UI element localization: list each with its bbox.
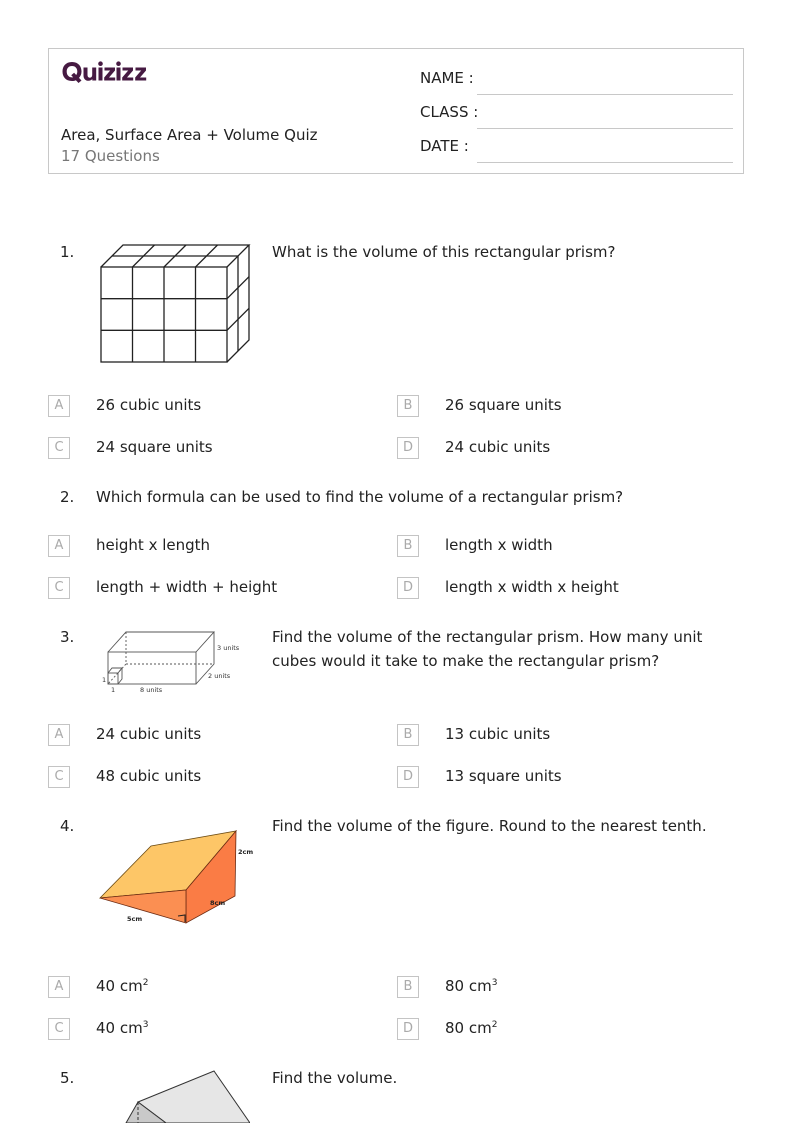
question-number: 4. [60,817,75,835]
cube-grid-prism-figure [98,242,254,366]
name-field[interactable] [420,69,733,91]
unit-prism-figure [98,628,248,696]
question-text: Find the volume. [272,1069,398,1087]
option-letter: C [48,766,70,788]
worksheet-header [48,48,744,174]
question-text: Find the volume of the rectangular prism. How many unit cubes would it take to make the rectangular prism? [272,628,703,670]
option-text: length x width [445,536,553,554]
option-text: 26 square units [445,396,562,414]
option-letter: D [397,1018,419,1040]
option-text: 40 $cm^3$ [96,1019,149,1037]
length-label: 8 units [140,686,163,694]
class-line[interactable] [477,128,733,129]
unit-label-side: 1 [102,676,107,684]
option-letter: C [48,577,70,599]
width-label: 2 units [208,672,231,680]
option-letter: A [48,724,70,746]
option-text: 24 cubic units [96,725,202,743]
height-label: 3 units [217,644,240,652]
option-text: length x width x height [445,578,619,596]
depth-label: 8cm [210,899,226,907]
option-letter: B [397,724,419,746]
option-letter: C [48,437,70,459]
option-letter: D [397,437,419,459]
base-label: 5cm [127,915,143,923]
quizizz-logo [61,59,153,93]
option-letter: A [48,976,70,998]
option-text: 48 cubic units [96,767,202,785]
option-text: 24 square units [96,438,213,456]
question-number: 3. [60,628,75,646]
unit-label-bottom: 1 [111,686,116,694]
option-letter: A [48,395,70,417]
date-label: DATE : [420,137,469,155]
question-number: 1. [60,243,75,261]
option-text: length + width + height [96,578,278,596]
date-line[interactable] [477,162,733,163]
option-text: 13 square units [445,767,562,785]
option-letter: D [397,577,419,599]
name-label: NAME : [420,69,474,87]
height-label: 2cm [238,848,254,856]
option-letter: B [397,976,419,998]
question-text: Find the volume of the figure. Round to the nearest tenth. [272,817,707,835]
question-text: What is the volume of this rectangular prism? [272,243,616,261]
quiz-title: Area, Surface Area + Volume Quiz [61,126,318,144]
question-count: 17 Questions [61,147,160,165]
option-text: 26 cubic units [96,396,202,414]
question-number: 2. [60,488,75,506]
option-text: 40 $cm^2$ [96,977,149,995]
option-letter: B [397,395,419,417]
class-field[interactable] [420,103,733,125]
question-number: 5. [60,1069,75,1087]
date-field[interactable] [420,137,733,159]
option-letter: D [397,766,419,788]
option-text: 80 $cm^3$ [445,977,498,995]
option-letter: A [48,535,70,557]
option-text: 24 cubic units [445,438,551,456]
triangular-prism-figure [96,826,266,932]
prism-figure-partial [120,1068,250,1123]
name-line[interactable] [477,94,733,95]
option-text: height x length [96,536,211,554]
class-label: CLASS : [420,103,479,121]
question-text: Which formula can be used to find the volume of a rectangular prism? [96,488,624,506]
option-text: 13 cubic units [445,725,551,743]
option-letter: C [48,1018,70,1040]
option-text: 80 $cm^2$ [445,1019,498,1037]
option-letter: B [397,535,419,557]
